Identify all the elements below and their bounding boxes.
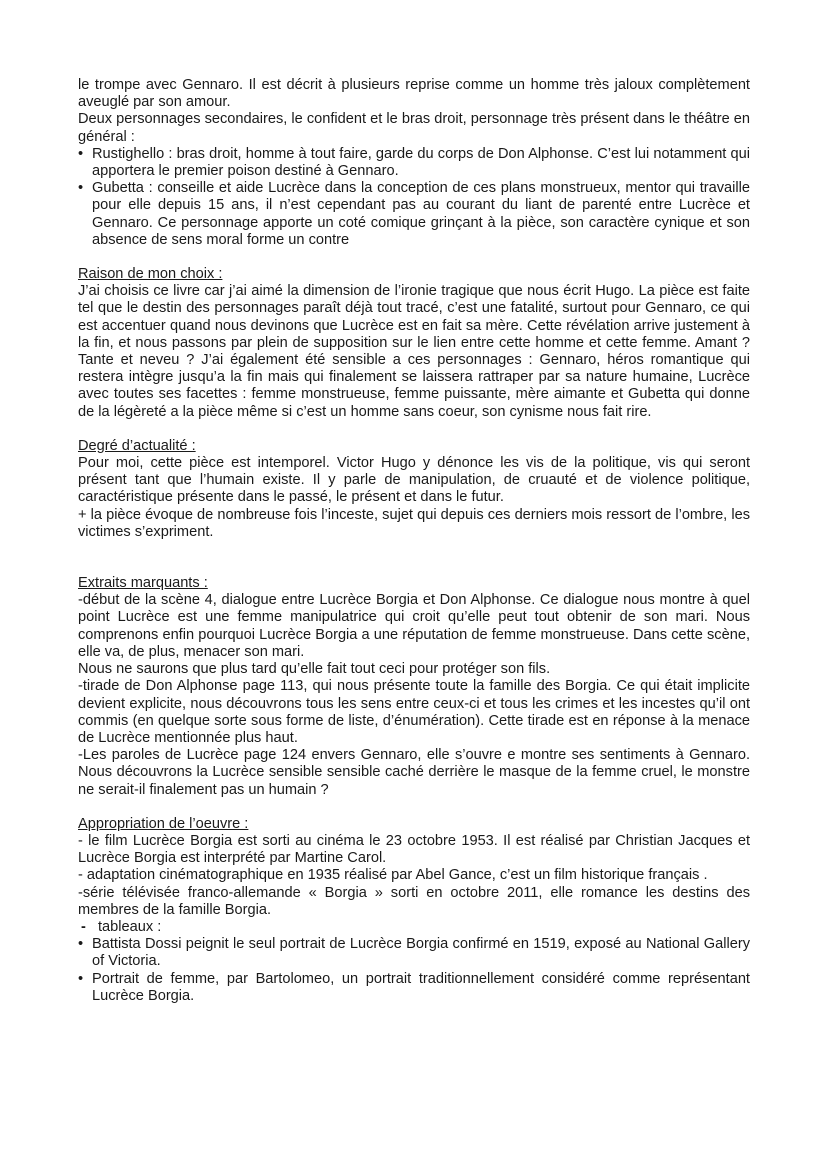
paintings-list	[78, 936, 750, 1005]
choix-paragraph: J’ai choisis ce livre car j’ai aimé la dimension de l’ironie tragique que nous écrit Hugo. La pièce est faite tel que le destin des personnages paraît déjà tout tracé, c’est une fatalité, surtout pour Gennaro, ce qui est accentuer quand nous devinons que Lucrèce est en fait sa mère. Cette révélation arrive justement à la fin, et nous passons par plein de supposition sur le lien entre cette homme et cette femme. Amant ? Tante et neveu ? J’ai également été sensible a ces personnages : Gennaro, héros romantique qui restera intègre jusqu’a la fin mais qui finalement se laissera rattraper par sa nature humaine, Lucrèce avec toutes ses facettes : femme monstrueuse, femme puissante, mère aimante et Gubetta qui donne de la légèreté a la pièce même si c’est un homme sans coeur, son cynisme nous fait rire.	[78, 283, 750, 420]
list-item: • Gubetta : conseille et aide Lucrèce dans la conception de ces plans monstrueux, mentor qui travaille pour elle depuis 15 ans, il n’est cependant pas au courant du liant de parenté entre Lucrèce et Gennaro. Ce personnage apporte un coté comique grinçant à la pièce, son caractère cynique et son absence de sens moral forme un contre	[78, 180, 750, 249]
section-heading-extraits: Extraits marquants :	[78, 575, 208, 592]
extraits-paragraph-1: -début de la scène 4, dialogue entre Lucrèce Borgia et Don Alphonse. Ce dialogue nous montre à quel point Lucrèce est une femme manipulatrice qui croit qu’elle peut tout obtenir de son mari. Nous comprenons enfin pourquoi Lucrèce Borgia a une réputation de femme monstrueuse. Dans cette scène, elle va, de plus, menacer son mari.	[78, 592, 750, 660]
extraits-paragraph-3: -tirade de Don Alphonse page 113, qui nous présente toute la famille des Borgia. Ce qui était implicite devient explicite, nous découvrons tous les sens entre ceux-ci et tous les crimes et les incestes qu’il ont commis (en quelque sorte sous forme de liste, d’énumération). Cette tirade est en réponse à la menace de Lucrèce mentionnée plus haut.	[78, 678, 750, 746]
intro-paragraph-2: Deux personnages secondaires, le confident et le bras droit, personnage très présent dans le théâtre en général :	[78, 111, 750, 145]
appropriation-paragraph-2: - adaptation cinématographique en 1935 réalisé par Abel Gance, c’est un film historique français .	[78, 867, 708, 884]
document-page	[78, 77, 750, 1005]
appropriation-paragraph-3: -série télévisée franco-allemande « Borgia » sorti en octobre 2011, elle romance les destins des membres de la famille Borgia.	[78, 884, 750, 918]
list-item: • Rustighello : bras droit, homme à tout faire, garde du corps de Don Alphonse. C’est lui notamment qui apportera le premier poison destiné à Gennaro.	[78, 146, 750, 180]
characters-list	[78, 146, 750, 249]
actualite-paragraph-1: Pour moi, cette pièce est intemporel. Victor Hugo y dénonce les vis de la politique, vis qui seront présent tant que l’humain existe. Il y parle de manipulation, de cruauté et de violence politique, caractéristique présente dans le passé, le présent et dans le futur.	[78, 455, 750, 506]
actualite-paragraph-2: + la pièce évoque de nombreuse fois l’inceste, sujet qui depuis ces derniers mois ressort de l’ombre, les victimes s’expriment.	[78, 506, 750, 540]
list-item: • Portrait de femme, par Bartolomeo, un portrait traditionnellement considéré comme représentant Lucrèce Borgia.	[78, 971, 750, 1005]
tableaux-list	[78, 919, 750, 936]
intro-paragraph-1: le trompe avec Gennaro. Il est décrit à plusieurs reprise comme un homme très jaloux complètement aveuglé par son amour.	[78, 77, 750, 111]
appropriation-paragraph-1: - le film Lucrèce Borgia est sorti au cinéma le 23 octobre 1953. Il est réalisé par Christian Jacques et Lucrèce Borgia est interprété par Martine Carol.	[78, 832, 750, 867]
section-heading-choix: Raison de mon choix :	[78, 266, 223, 283]
section-heading-appropriation: Appropriation de l’oeuvre :	[78, 815, 249, 832]
section-heading-actualite: Degré d’actualité :	[78, 437, 196, 454]
list-item: • Battista Dossi peignit le seul portrait de Lucrèce Borgia confirmé en 1519, exposé au National Gallery of Victoria.	[78, 936, 750, 970]
extraits-paragraph-4: -Les paroles de Lucrèce page 124 envers Gennaro, elle s’ouvre e montre ses sentiments à Gennaro. Nous découvrons la Lucrèce sensible sensible caché derrière le masque de la femme cruel, le monstre ne serait-il finalement pas un humain ?	[78, 747, 750, 798]
extraits-paragraph-2: Nous ne saurons que plus tard qu’elle fait tout ceci pour protéger son fils.	[78, 661, 551, 678]
tableaux-label: - tableaux :	[78, 919, 750, 936]
